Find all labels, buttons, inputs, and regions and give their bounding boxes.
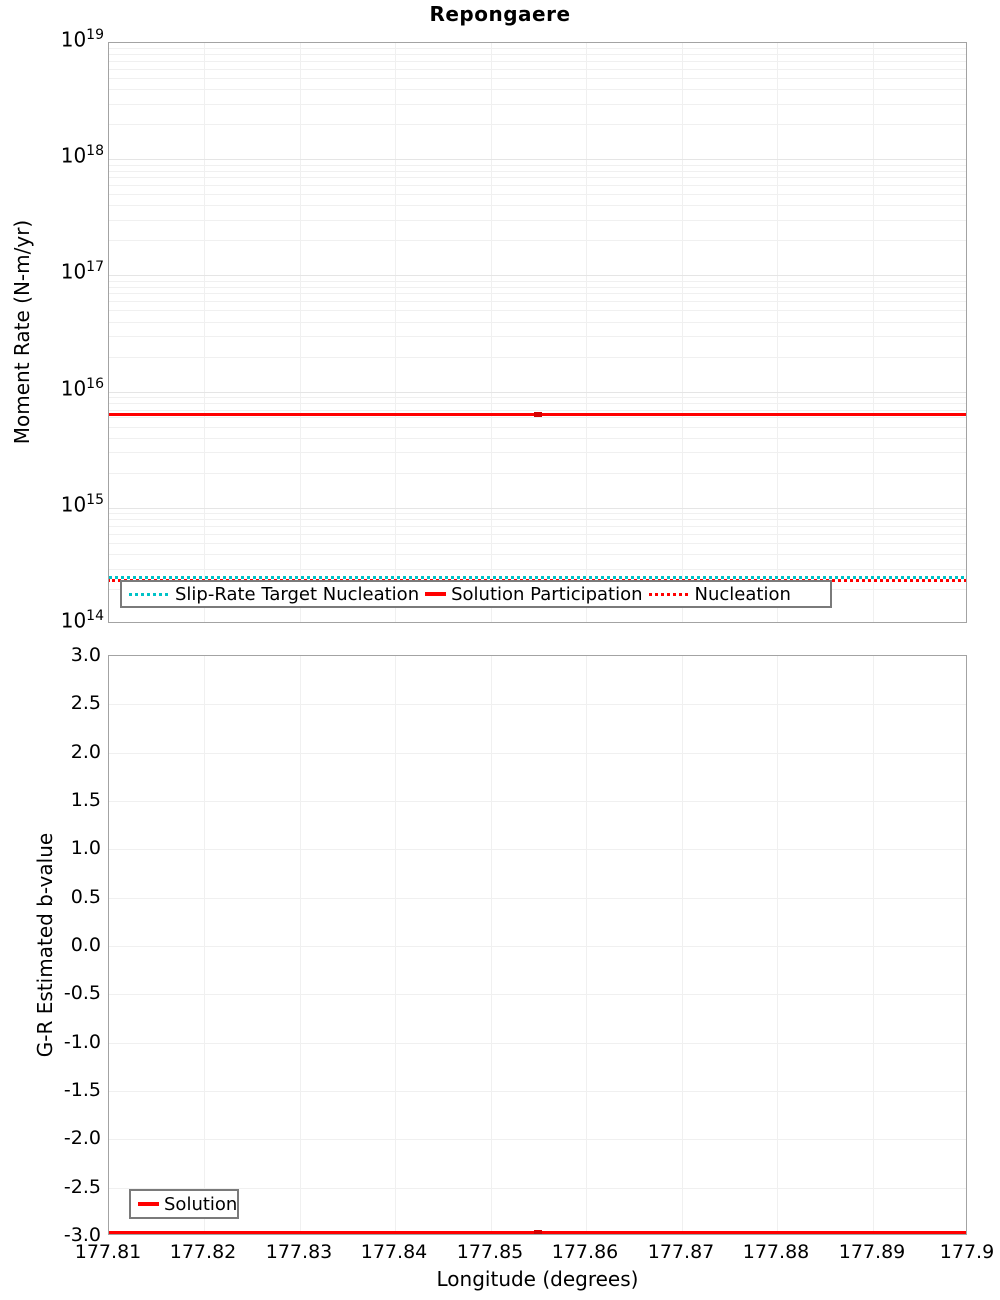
y-tick-label-bvalue: 0.5 <box>70 886 101 908</box>
x-tick-label: 177.85 <box>456 1241 524 1263</box>
y-tick-label-bvalue: -1.5 <box>63 1079 101 1101</box>
gridline-minor <box>109 452 966 453</box>
gridline-vertical <box>395 43 396 622</box>
y-tick-label-moment: $10^{17}$ <box>60 259 104 284</box>
x-tick-label: 177.81 <box>74 1241 142 1263</box>
gridline-minor <box>109 849 966 850</box>
gridline-minor <box>109 513 966 514</box>
teal-dotted-line-sample-icon <box>129 593 170 596</box>
gridline-major <box>109 508 966 509</box>
gridline-minor <box>109 48 966 49</box>
y-tick-label-moment: $10^{16}$ <box>60 376 104 401</box>
gridline-minor <box>109 240 966 241</box>
x-axis-label: Longitude (degrees) <box>436 1267 639 1291</box>
red-solid-line-sample-icon <box>425 592 446 596</box>
gridline-minor <box>109 301 966 302</box>
y-tick-label-bvalue: 0.0 <box>70 934 101 956</box>
gridline-minor <box>109 78 966 79</box>
gridline-vertical <box>873 656 874 1234</box>
legend-item-solution-participation <box>425 584 642 605</box>
gridline-minor <box>109 526 966 527</box>
gridline-major <box>109 159 966 160</box>
y-tick-label-bvalue: 1.5 <box>70 789 101 811</box>
gridline-minor <box>109 994 966 995</box>
gridline-vertical <box>204 656 205 1234</box>
y-tick-label-bvalue: -3.0 <box>63 1224 101 1246</box>
gridline-vertical <box>777 43 778 622</box>
gridline-vertical <box>586 43 587 622</box>
y-tick-label-moment: $10^{19}$ <box>60 27 104 52</box>
gridline-minor <box>109 357 966 358</box>
x-tick-label: 177.86 <box>551 1241 619 1263</box>
gridline-minor <box>109 554 966 555</box>
moment-rate-plot-area <box>108 42 967 623</box>
gridline-minor <box>109 220 966 221</box>
chart-title: Repongaere <box>429 2 571 26</box>
data-point-marker <box>534 412 542 417</box>
x-tick-label: 177.9 <box>939 1241 995 1263</box>
gridline-minor <box>109 417 966 418</box>
gridline-vertical <box>491 43 492 622</box>
gridline-vertical <box>586 656 587 1234</box>
gridline-minor <box>109 171 966 172</box>
gridline-vertical <box>682 656 683 1234</box>
gridline-minor <box>109 801 966 802</box>
gridline-minor <box>109 438 966 439</box>
gridline-minor <box>109 205 966 206</box>
gridline-minor <box>109 946 966 947</box>
b-value-y-axis-label: G-R Estimated b-value <box>33 832 57 1058</box>
gridline-minor <box>109 1043 966 1044</box>
gridline-minor <box>109 124 966 125</box>
red-solid-line-sample-icon <box>138 1202 159 1206</box>
y-tick-label-bvalue: 2.0 <box>70 741 101 763</box>
b-value-plot-area <box>108 655 967 1235</box>
y-tick-label-moment: $10^{14}$ <box>60 608 104 633</box>
y-tick-label-bvalue: -2.0 <box>63 1127 101 1149</box>
gridline-major <box>109 392 966 393</box>
x-tick-label: 177.84 <box>360 1241 428 1263</box>
gridline-minor <box>109 704 966 705</box>
gridline-minor <box>109 543 966 544</box>
x-tick-label: 177.82 <box>169 1241 237 1263</box>
gridline-minor <box>109 898 966 899</box>
gridline-vertical <box>491 656 492 1234</box>
gridline-minor <box>109 322 966 323</box>
gridline-minor <box>109 281 966 282</box>
gridline-vertical <box>300 43 301 622</box>
y-tick-label-bvalue: -0.5 <box>63 982 101 1004</box>
gridline-vertical <box>777 656 778 1234</box>
y-tick-label-moment: $10^{15}$ <box>60 492 104 517</box>
gridline-major <box>109 275 966 276</box>
gridline-vertical <box>300 656 301 1234</box>
gridline-vertical <box>873 43 874 622</box>
gridline-minor <box>109 287 966 288</box>
gridline-minor <box>109 310 966 311</box>
y-tick-label-bvalue: 2.5 <box>70 692 101 714</box>
gridline-minor <box>109 1091 966 1092</box>
gridline-minor <box>109 54 966 55</box>
gridline-minor <box>109 1139 966 1140</box>
gridline-vertical <box>682 43 683 622</box>
gridline-minor <box>109 410 966 411</box>
data-point-marker <box>534 1230 542 1235</box>
red-dotted-line-sample-icon <box>649 593 690 596</box>
gridline-minor <box>109 293 966 294</box>
gridline-minor <box>109 165 966 166</box>
moment-rate-y-axis-label: Moment Rate (N-m/yr) <box>10 219 34 445</box>
legend-item-nucleation <box>649 584 791 605</box>
y-tick-label-bvalue: 1.0 <box>70 837 101 859</box>
legend-label-solution: Solution <box>164 1193 238 1215</box>
y-tick-label-bvalue: -2.5 <box>63 1176 101 1198</box>
gridline-minor <box>109 177 966 178</box>
gridline-minor <box>109 403 966 404</box>
legend-label-solution-participation: Solution Participation <box>451 583 643 605</box>
gridline-vertical <box>395 656 396 1234</box>
legend-label-slip-rate-target: Slip-Rate Target Nucleation <box>175 583 420 605</box>
gridline-minor <box>109 336 966 337</box>
gridline-minor <box>109 427 966 428</box>
y-tick-label-moment: $10^{18}$ <box>60 143 104 168</box>
moment-rate-legend <box>120 580 832 608</box>
gridline-minor <box>109 89 966 90</box>
gridline-minor <box>109 519 966 520</box>
legend-item-solution <box>138 1194 237 1215</box>
b-value-legend <box>129 1189 239 1219</box>
x-tick-label: 177.89 <box>838 1241 906 1263</box>
legend-label-nucleation: Nucleation <box>694 583 791 605</box>
gridline-minor <box>109 569 966 570</box>
gridline-minor <box>109 534 966 535</box>
gridline-minor <box>109 104 966 105</box>
gridline-minor <box>109 473 966 474</box>
gridline-minor <box>109 185 966 186</box>
gridline-vertical <box>204 43 205 622</box>
gridline-minor <box>109 397 966 398</box>
y-tick-label-bvalue: 3.0 <box>70 644 101 666</box>
gridline-minor <box>109 61 966 62</box>
gridline-minor <box>109 69 966 70</box>
y-tick-label-bvalue: -1.0 <box>63 1031 101 1053</box>
x-tick-label: 177.83 <box>265 1241 333 1263</box>
x-tick-label: 177.88 <box>742 1241 810 1263</box>
legend-item-slip-rate-target <box>129 584 419 605</box>
x-tick-label: 177.87 <box>647 1241 715 1263</box>
gridline-minor <box>109 194 966 195</box>
gridline-minor <box>109 753 966 754</box>
